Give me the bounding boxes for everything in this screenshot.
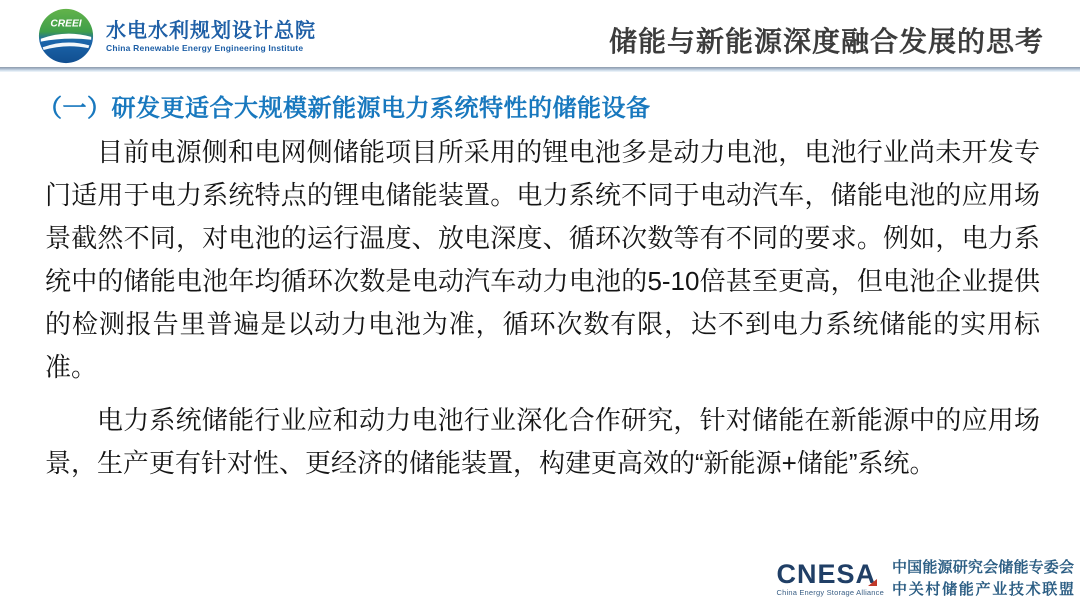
creei-logo-text bbox=[106, 19, 316, 54]
body-text bbox=[45, 131, 1040, 495]
institute-name-en: China Renewable Energy Engineering Institute bbox=[106, 42, 304, 53]
creei-abbr-text: CREEI bbox=[50, 18, 82, 30]
paragraph-1: 目前电源侧和电网侧储能项目所采用的锂电池多是动力电池，电池行业尚未开发专门适用于电力系统特点的锂电储能装置。电力系统不同于电动汽车，储能电池的应用场景截然不同，对电池的运行温度、放电深度、循环次数等有不同的要求。例如，电力系统中的储能电池年均循环次数是电动汽车动力电池的5-10倍甚至更高，但电池企业提供的检测报告里普遍是以动力电池为准，循环次数有限，达不到电力系统储能的实用标准。 bbox=[45, 137, 1040, 382]
cnesa-abbr: CNESA bbox=[776, 559, 876, 589]
section-heading: （一）研发更适合大规模新能源电力系统特性的储能设备 bbox=[38, 95, 651, 122]
cnesa-abbr-row bbox=[776, 561, 877, 587]
footer bbox=[776, 558, 1074, 600]
deck-title: 储能与新能源深度融合发展的思考 bbox=[608, 26, 1044, 57]
cnesa-logo bbox=[776, 561, 884, 597]
paragraph-2: 电力系统储能行业应和动力电池行业深化合作研究，针对储能在新能源中的应用场景，生产更有针对性、更经济的储能装置，构建更高效的“新能源+储能”系统。 bbox=[45, 405, 1040, 478]
cnesa-name-en: China Energy Storage Alliance bbox=[776, 588, 884, 597]
header-separator bbox=[0, 67, 1080, 72]
org-line-1: 中国能源研究会储能专委会 bbox=[892, 559, 1074, 576]
creei-logo-icon bbox=[38, 8, 94, 64]
creei-logo bbox=[38, 8, 316, 64]
cnesa-org-names bbox=[892, 558, 1074, 600]
header bbox=[0, 0, 1080, 68]
institute-name-zh: 水电水利规划设计总院 bbox=[106, 19, 316, 42]
org-line-2: 中关村储能产业技术联盟 bbox=[892, 581, 1074, 598]
cnesa-red-accent-icon bbox=[868, 579, 877, 586]
